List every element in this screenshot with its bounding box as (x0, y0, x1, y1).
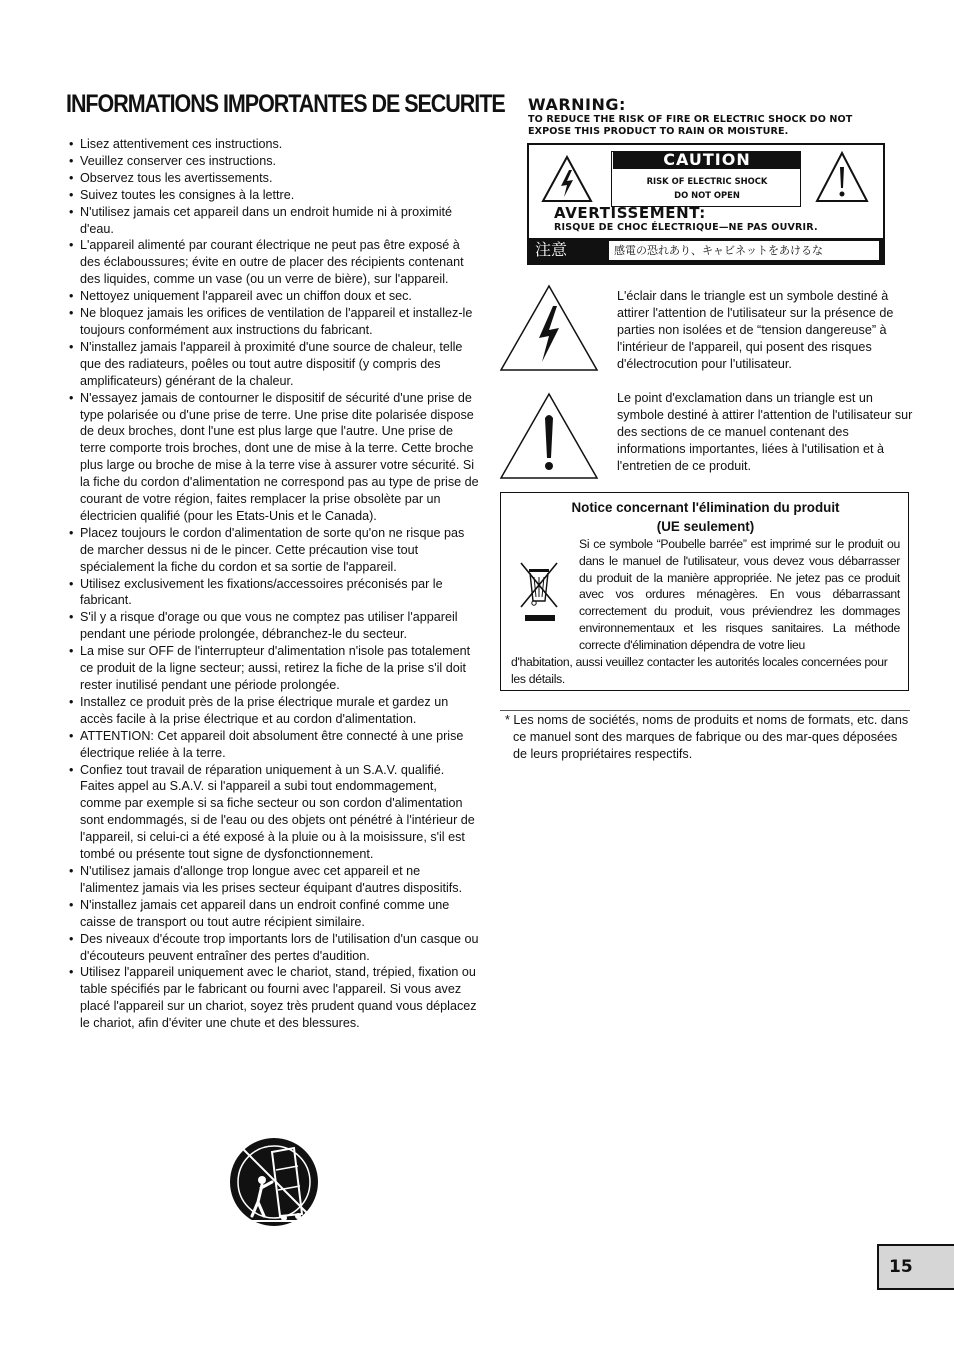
list-item: • Lisez attentivement ces instructions. (69, 136, 479, 153)
warning-block (528, 96, 908, 138)
cart-warning-icon (228, 1136, 320, 1228)
list-item: • Suivez toutes les consignes à la lettre. (69, 187, 479, 204)
disposal-notice-body: Si ce symbole “Poubelle barrée” est imprimé sur le produit ou dans le manuel de l'utilisateur, vous devez vous débarrasser du produit de la manière appropriée. Ne jetez pas ce produit avec vos ordures ménagères. En vous débarrassant correctement du produit, vous préviendrez les dommages environnementaux et les risques sanitaires. La méthode correcte d'élimination dépendra de votre lieu (579, 537, 900, 652)
caution-header: CAUTION (613, 151, 801, 169)
avertissement-text: RISQUE DE CHOC ÉLECTRIQUE—NE PAS OUVRIR. (554, 222, 818, 233)
list-item: • Observez tous les avertissements. (69, 170, 479, 187)
safety-instructions-list (69, 136, 479, 1032)
page-number: 15 (889, 1257, 913, 1277)
list-item: • Ne bloquez jamais les orifices de ventilation de l'appareil et installez-le toujours conformément aux instructions du fabricant. (69, 305, 479, 339)
list-item: • Placez toujours le cordon d'alimentation de sorte qu'on ne risque pas de marcher dessus ni de le pincer. Cette précaution vise tout spécialement la fiche du cordon et sa sortie de l'appareil. (69, 525, 479, 576)
exclamation-triangle-icon (499, 392, 601, 480)
warning-text-line1: TO REDUCE THE RISK OF FIRE OR ELECTRIC SHOCK DO NOT (528, 114, 853, 125)
page-number-tab (877, 1244, 954, 1290)
japanese-warning-bar (529, 238, 883, 263)
warning-title: WARNING: (528, 95, 626, 114)
caution-subtext-line2: DO NOT OPEN (674, 189, 740, 200)
list-item: • N'essayez jamais de contourner le dispositif de sécurité d'une prise de type polarisée ou d'une prise de terre. Une prise dite polarisée dispose de deux broches, dont l'une est plus large que l'autre. Une prise de terre comporte trois broches, dont une de mise à la terre. Cette broche plus large ou broche de mise à la terre vise à assurer votre sécurité. Si la fiche du cordon d'alimentation ne correspond pas au type de prise de courant de votre région, faites remplacer la prise obsolète par un électricien qualifié (pour les Etats-Unis et le Canada). (69, 390, 479, 525)
list-item: • Des niveaux d'écoute trop importants lors de l'utilisation d'un casque ou d'écouteurs peuvent entraîner des pertes d'audition. (69, 931, 479, 965)
list-item: • S'il y a risque d'orage ou que vous ne comptez pas utiliser l'appareil pendant une période prolongée, débranchez-le du secteur. (69, 609, 479, 643)
list-item: • Utilisez exclusivement les fixations/accessoires préconisés par le fabricant. (69, 576, 479, 610)
list-item: • Nettoyez uniquement l'appareil avec un chiffon doux et sec. (69, 288, 479, 305)
crossed-out-bin-icon (517, 559, 561, 623)
list-item: • Utilisez l'appareil uniquement avec le chariot, stand, trépied, fixation ou table spécifiés par le fabricant ou fourni avec l'appareil. Si vous avez placé l'appareil sur un chariot, soyez très prudent quand vous déplacez le chariot, afin d'éviter une chute et des blessures. (69, 964, 479, 1032)
disposal-notice-title-line1: Notice concernant l'élimination du produit (571, 500, 840, 515)
exclamation-warning-icon (815, 151, 869, 203)
list-item: • ATTENTION: Cet appareil doit absolument être connecté à une prise électrique reliée à la terre. (69, 728, 479, 762)
footnote-divider (500, 710, 910, 711)
lightning-warning-icon (541, 155, 593, 203)
caution-subtext-line1: RISK OF ELECTRIC SHOCK (646, 176, 768, 186)
caution-subtext (613, 175, 801, 202)
list-item: • N'installez jamais l'appareil à proximité d'une source de chaleur, telle que des radiateurs, poêles ou tout autre dispositif (y compris des amplificateurs) générant de la chaleur. (69, 339, 479, 390)
avertissement-title: AVERTISSEMENT: (554, 204, 706, 222)
disposal-notice-body-continued: d'habitation, aussi veuillez contacter les autorités locales concernées pour les détails. (511, 655, 888, 686)
list-item: • Installez ce produit près de la prise électrique murale et gardez un accès facile à la prise électrique et au cordon d'alimentation. (69, 694, 479, 728)
exclamation-symbol-explanation: Le point d'exclamation dans un triangle est un symbole destiné à attirer l'attention de l'utilisateur sur des sections de ce manuel contenant des informations importantes, liées à l'utilisation et à l'entretien de ce produit. (617, 391, 913, 473)
list-item: • La mise sur OFF de l'interrupteur d'alimentation n'isole pas totalement ce produit de la ligne secteur; aussi, retirez la fiche de la prise s'il doit rester inutilisé pendant une période prolongée. (69, 643, 479, 694)
lightning-triangle-icon (499, 284, 601, 372)
page-title: INFORMATIONS IMPORTANTES DE SECURITE (66, 90, 505, 118)
list-item: • N'utilisez jamais cet appareil dans un endroit humide ni à proximité d'eau. (69, 204, 479, 238)
disposal-notice (500, 492, 909, 691)
caution-panel (527, 143, 885, 265)
list-item: • N'installez jamais cet appareil dans un endroit confiné comme une caisse de transport ou tout autre récipient similaire. (69, 897, 479, 931)
disposal-notice-title (501, 499, 910, 536)
list-item: • N'utilisez jamais d'allonge trop longue avec cet appareil et ne l'alimentez jamais via les prises secteur équipant d'autres dispositifs. (69, 863, 479, 897)
warning-text-line2: EXPOSE THIS PRODUCT TO RAIN OR MOISTURE. (528, 126, 789, 137)
list-item: • Confiez tout travail de réparation uniquement à un S.A.V. qualifié. Faites appel au S.A.V. si l'appareil a subi tout endommagement, comme par exemple si sa fiche secteur ou son cordon d'alimentation sont endommagés, si de l'eau ou des objets ont pénétré à l'intérieur de l'appareil, si celui-ci a été exposé à la pluie ou à la moisissure, s'il est tombé ou présente tout signe de dysfonctionnement. (69, 762, 479, 863)
japanese-warning-box (609, 241, 879, 260)
trademark-footnote: * Les noms de sociétés, noms de produits et noms de formats, etc. dans ce manuel sont des marques de fabrique ou des mar-ques déposées de leurs propriétaires respectifs. (505, 713, 909, 761)
list-item: • L'appareil alimenté par courant électrique ne peut pas être exposé à des éclaboussures; évite en outre de placer des récipients contenant des liquides, comme un vase (ou un verre de bière), sur l'appareil. (69, 237, 479, 288)
japanese-caution-label: 注意 (535, 240, 568, 259)
japanese-warning-text: 感電の恐れあり、キャビネットをあけるな (614, 244, 823, 257)
lightning-symbol-explanation: L'éclair dans le triangle est un symbole destiné à attirer l'attention de l'utilisateur sur la présence de parties non isolées et de “tension dangereuse” à l'intérieur de l'appareil, qui posent des risques d'électrocution pour l'utilisateur. (617, 289, 894, 371)
list-item: • Veuillez conserver ces instructions. (69, 153, 479, 170)
disposal-notice-title-line2: (UE seulement) (656, 518, 755, 534)
